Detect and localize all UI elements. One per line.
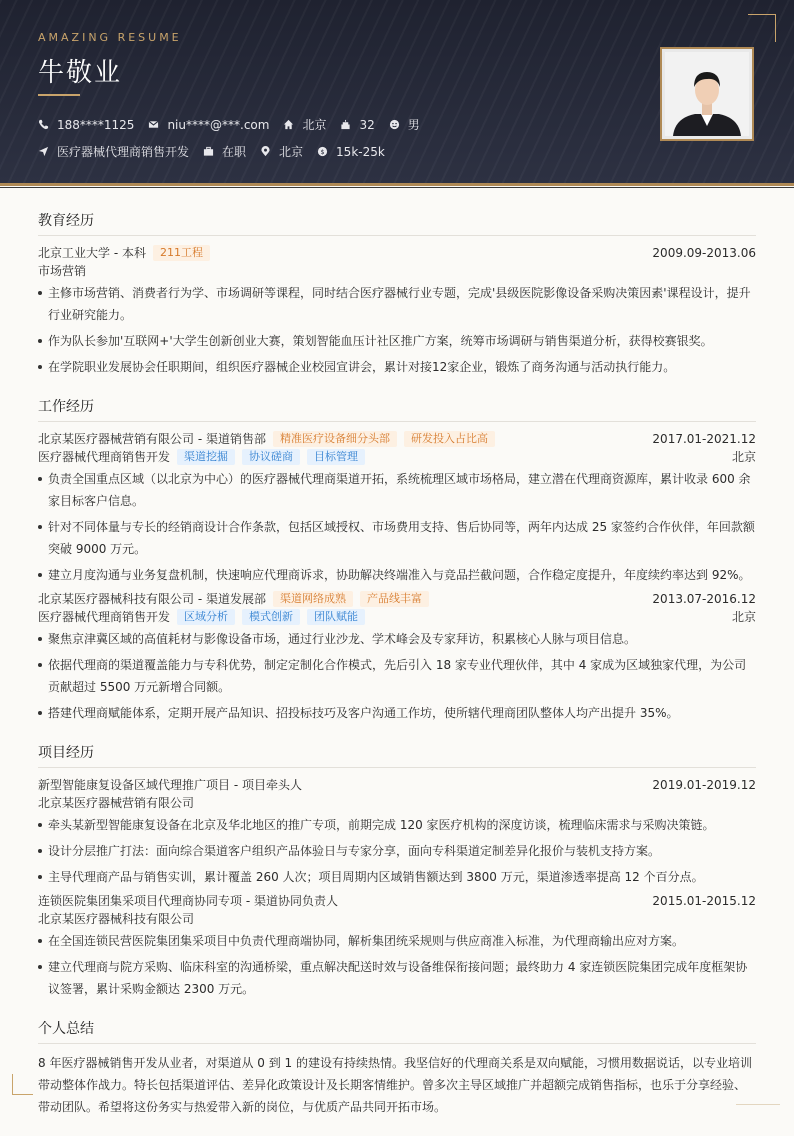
project-section: [38, 742, 756, 1000]
skill-tag: 协议磋商: [242, 449, 300, 465]
list-item: 牵头某新型智能康复设备在北京及华北地区的推广专项，前期完成 120 家医疗机构的深度访谈，梳理临床需求与采购决策链。: [38, 814, 756, 836]
project-name: 连锁医院集团集采项目代理商协同专项 - 渠道协同负责人: [38, 894, 338, 908]
company-tag: 产品线丰富: [360, 591, 429, 607]
resume-body: [38, 210, 756, 1136]
summary-text: 8 年医疗器械销售开发从业者，对渠道从 0 到 1 的建设有持续热情。我坚信好的代理商关系是双向赋能，习惯用数据说话，以专业培训带动整体作战力。特长包括渠道评估、差异化政策设计及长期客情维护。曾多次主导区域推广并超额完成销售指标，也乐于分享经验、带动团队。希望将这份务实与热爱带入新的岗位，与优质产品共同开拓市场。: [38, 1056, 752, 1114]
location-item: [260, 143, 303, 160]
contact-row: [38, 116, 434, 133]
email-item: [148, 118, 269, 132]
entry-header: [38, 776, 756, 794]
send-icon: [38, 146, 49, 157]
briefcase-icon: [203, 146, 214, 157]
work-entry: [38, 430, 756, 586]
company-name: 北京某医疗器械科技有限公司 - 渠道发展部: [38, 592, 266, 606]
school-tag: 211工程: [153, 245, 210, 261]
entry-period: 2013.07-2016.12: [652, 592, 756, 606]
summary-section: [38, 1018, 756, 1118]
skill-tag: 区域分析: [177, 609, 235, 625]
section-title: 个人总结: [38, 1018, 756, 1044]
position-item: [38, 143, 189, 160]
section-title: 项目经历: [38, 742, 756, 768]
skill-tag: 渠道挖掘: [177, 449, 235, 465]
gender-icon: [389, 119, 400, 130]
role-title: 医疗器械代理商销售开发: [38, 450, 171, 464]
work-entry: [38, 590, 756, 724]
candidate-name: 牛敬业: [38, 58, 123, 88]
tagline: AMAZING RESUME: [38, 31, 182, 44]
project-company: 北京某医疗器械科技有限公司: [38, 912, 195, 926]
list-item: 负责全国重点区域（以北京为中心）的医疗器械代理商渠道开拓，系统梳理区域市场格局，建立潜在代理商资源库，累计收录 600 余家目标客户信息。: [38, 468, 756, 512]
bullet-list: [38, 930, 756, 1000]
skill-tag: 团队赋能: [307, 609, 365, 625]
header-divider: [0, 183, 794, 186]
salary-item: [317, 145, 385, 159]
project-entry: [38, 776, 756, 888]
list-item: 在全国连锁民营医院集团集采项目中负责代理商端协同，解析集团统采规则与供应商准入标准，为代理商输出应对方案。: [38, 930, 756, 952]
section-title: 工作经历: [38, 396, 756, 422]
list-item: 在学院职业发展协会任职期间，组织医疗器械企业校园宣讲会，累计对接12家企业，锻炼了商务沟通与活动执行能力。: [38, 356, 756, 378]
entry-period: 2009.09-2013.06: [652, 246, 756, 260]
phone-item: [38, 118, 134, 132]
entry-period: 2015.01-2015.12: [652, 894, 756, 908]
entry-header: [38, 590, 756, 608]
list-item: 主修市场营销、消费者行为学、市场调研等课程，同时结合医疗器械行业专题，完成'县级医院影像设备采购决策因素'课程设计，提升行业研究能力。: [38, 282, 756, 326]
salary-text: 15k-25k: [336, 144, 385, 159]
corner-ornament: [736, 1104, 780, 1105]
education-section: [38, 210, 756, 378]
job-city: 北京: [731, 450, 756, 464]
avatar: [665, 52, 749, 136]
job-city: 北京: [731, 610, 756, 624]
entry-header: [38, 244, 756, 262]
major: 市场营销: [38, 264, 87, 278]
gender-item: [389, 116, 420, 133]
project-company: 北京某医疗器械营销有限公司: [38, 796, 195, 810]
list-item: 建立代理商与院方采购、临床科室的沟通桥梁，重点解决配送时效与设备维保衔接问题；最终助力 4 家连锁医院集团完成年度框架协议签署，累计采购金额达 2300 万元。: [38, 956, 756, 1000]
project-entry: [38, 892, 756, 1000]
corner-ornament: [748, 14, 776, 42]
bullet-list: [38, 814, 756, 888]
list-item: 依据代理商的渠道覆盖能力与专科优势，制定定制化合作模式，先后引入 18 家专业代理伙伴，其中 4 家成为区域独家代理，为公司贡献超过 5500 万元新增合同额。: [38, 654, 756, 698]
phone-icon: [38, 119, 49, 130]
company-tag: 渠道网络成熟: [273, 591, 353, 607]
list-item: 搭建代理商赋能体系，定期开展产品知识、招投标技巧及客户沟通工作坊，使所辖代理商团队整体人均产出提升 35%。: [38, 702, 756, 724]
phone-text: 188****1125: [57, 117, 135, 132]
status-item: [203, 143, 246, 160]
home-icon: [283, 119, 294, 130]
list-item: 设计分层推广打法：面向综合渠道客户组织产品体验日与专家分享，面向专科渠道定制差异化报价与装机支持方案。: [38, 840, 756, 862]
profile-photo: [660, 47, 754, 141]
location-pin-icon: [260, 146, 271, 157]
role-title: 医疗器械代理商销售开发: [38, 610, 171, 624]
entry-header: [38, 892, 756, 910]
money-icon: [317, 146, 328, 157]
header-divider-thin: [0, 187, 794, 188]
entry-header: [38, 430, 756, 448]
position-text: 医疗器械代理商销售开发: [57, 145, 190, 159]
list-item: 建立月度沟通与业务复盘机制，快速响应代理商诉求，协助解决终端准入与竞品拦截问题，合作稳定度提升，年度续约率达到 92%。: [38, 564, 756, 586]
mail-icon: [148, 119, 159, 130]
company-name: 北京某医疗器械营销有限公司 - 渠道销售部: [38, 432, 266, 446]
job-intent-row: [38, 143, 399, 160]
location-text: 北京: [279, 145, 304, 159]
bullet-list: [38, 628, 756, 724]
company-tag: 研发投入占比高: [404, 431, 495, 447]
gender-text: 男: [407, 118, 420, 132]
work-section: [38, 396, 756, 724]
education-entry: [38, 244, 756, 378]
corner-ornament: [12, 1074, 33, 1095]
list-item: 主导代理商产品与销售实训，累计覆盖 260 人次；项目周期内区域销售额达到 3800 万元，渠道渗透率提高 12 个百分点。: [38, 866, 756, 888]
resume-header: [0, 0, 794, 183]
bullet-list: [38, 468, 756, 586]
skill-tag: 目标管理: [307, 449, 365, 465]
section-title: 教育经历: [38, 210, 756, 236]
age-text: 32: [359, 117, 375, 132]
school-name: 北京工业大学 - 本科: [38, 246, 146, 260]
cake-icon: [340, 119, 351, 130]
entry-period: 2017.01-2021.12: [652, 432, 756, 446]
project-name: 新型智能康复设备区域代理推广项目 - 项目牵头人: [38, 778, 302, 792]
email-text: niu****@***.com: [167, 117, 270, 132]
list-item: 针对不同体量与专长的经销商设计合作条款，包括区域授权、市场费用支持、售后协同等，两年内达成 25 家签约合作伙伴，年回款额突破 9000 万元。: [38, 516, 756, 560]
company-tag: 精准医疗设备细分头部: [273, 431, 397, 447]
portrait-image: [665, 52, 749, 136]
svg-text:$: $: [320, 147, 325, 156]
bullet-list: [38, 282, 756, 378]
skill-tag: 模式创新: [242, 609, 300, 625]
city-text: 北京: [302, 118, 327, 132]
name-underline: [38, 94, 80, 96]
role-row: [38, 608, 756, 626]
age-item: [340, 118, 374, 132]
list-item: 聚焦京津冀区域的高值耗材与影像设备市场，通过行业沙龙、学术峰会及专家拜访，积累核心人脉与项目信息。: [38, 628, 756, 650]
status-text: 在职: [222, 145, 247, 159]
city-item: [283, 116, 326, 133]
entry-period: 2019.01-2019.12: [652, 778, 756, 792]
list-item: 作为队长参加'互联网+'大学生创新创业大赛，策划智能血压计社区推广方案，统筹市场调研与销售渠道分析，获得校赛银奖。: [38, 330, 756, 352]
role-row: [38, 448, 756, 466]
